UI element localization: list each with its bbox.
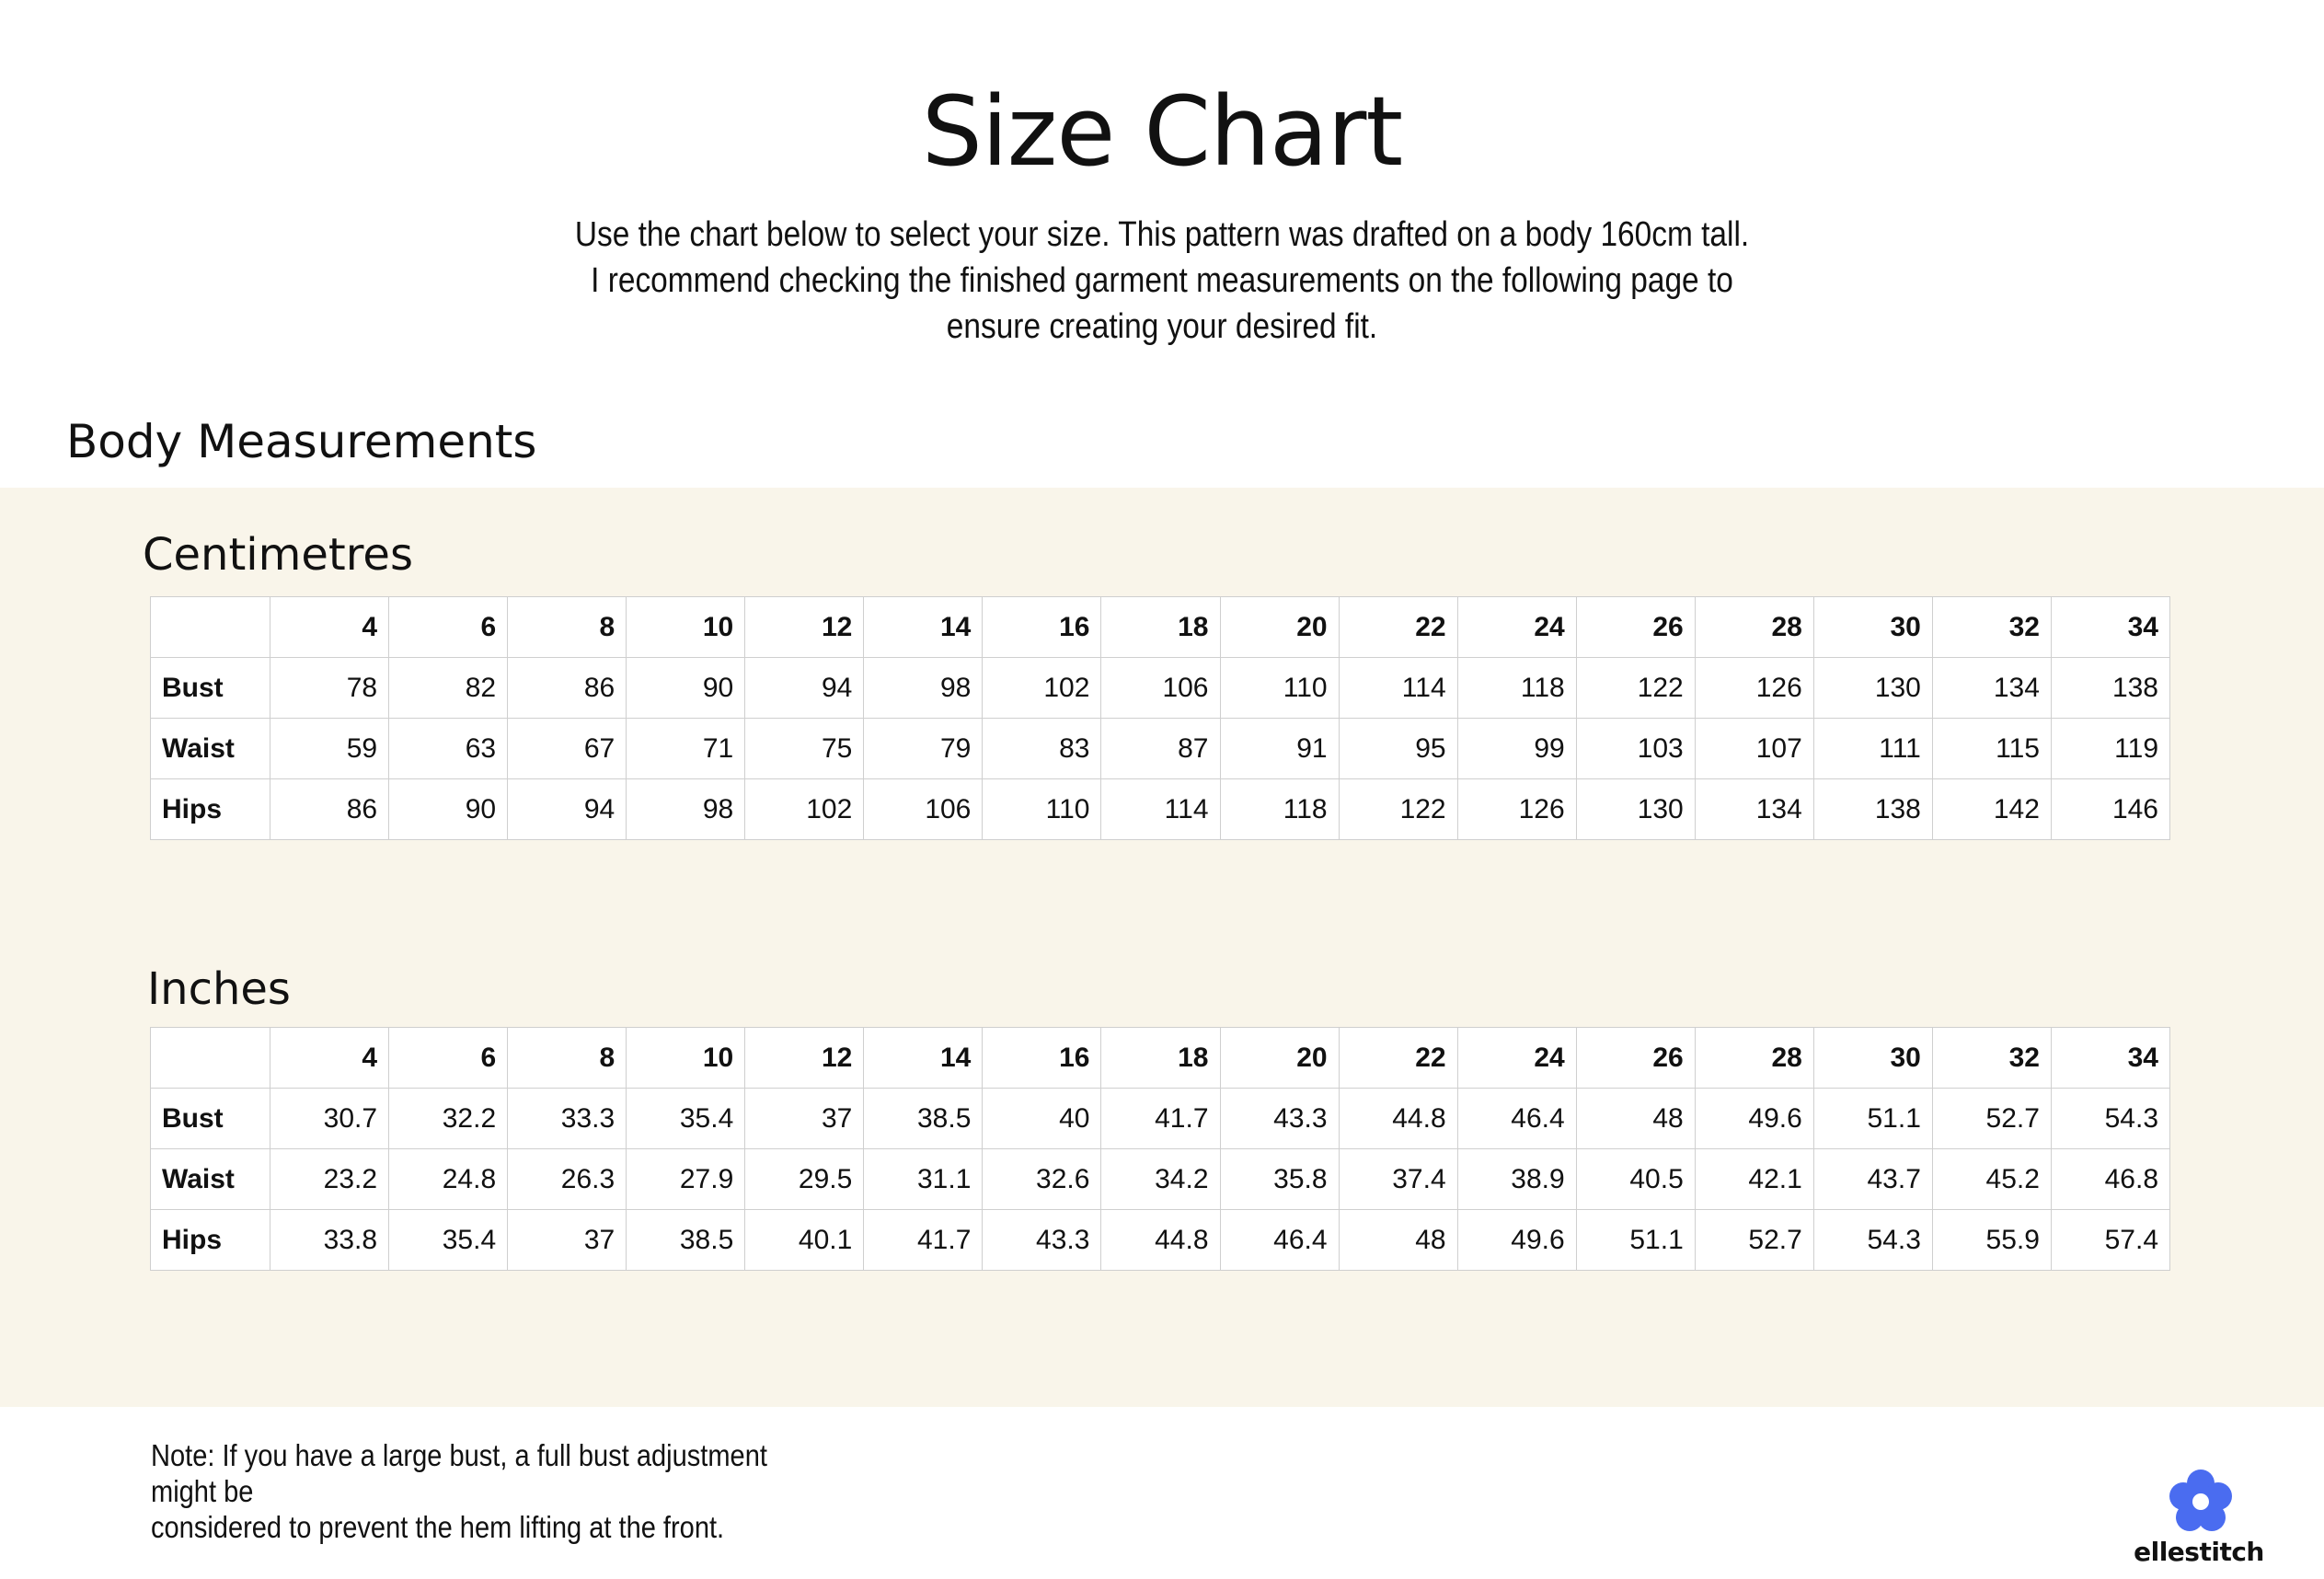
- measurement-cell: 95: [1339, 719, 1457, 779]
- measurement-cell: 33.3: [508, 1089, 627, 1149]
- measurement-cell: 57.4: [2051, 1210, 2169, 1271]
- size-header-row: [151, 1028, 2170, 1089]
- note-text: [151, 1437, 815, 1545]
- measurement-cell: 71: [627, 719, 745, 779]
- page-title: Size Chart: [921, 75, 1403, 188]
- row-label: Hips: [151, 779, 270, 840]
- measurement-cell: 122: [1339, 779, 1457, 840]
- measurement-cell: 51.1: [1813, 1089, 1932, 1149]
- measurement-cell: 27.9: [627, 1149, 745, 1210]
- measurement-cell: 114: [1101, 779, 1220, 840]
- measurement-cell: 86: [508, 658, 627, 719]
- measurement-cell: 111: [1813, 719, 1932, 779]
- measurement-cell: 134: [1932, 658, 2051, 719]
- measurement-cell: 126: [1695, 658, 1813, 719]
- measurement-cell: 98: [864, 658, 983, 719]
- size-header-cell: 30: [1813, 1028, 1932, 1089]
- size-header-cell: 18: [1101, 1028, 1220, 1089]
- size-header-cell: 14: [864, 597, 983, 658]
- measurement-cell: 35.4: [627, 1089, 745, 1149]
- measurement-cell: 87: [1101, 719, 1220, 779]
- size-header-cell: 8: [508, 597, 627, 658]
- measurement-cell: 94: [745, 658, 864, 719]
- size-header-cell: 20: [1220, 1028, 1339, 1089]
- body-measurements-heading: Body Measurements: [66, 415, 537, 468]
- measurement-cell: 26.3: [508, 1149, 627, 1210]
- size-header-cell: 26: [1576, 597, 1695, 658]
- measurement-cell: 107: [1695, 719, 1813, 779]
- table-row: [151, 1149, 2170, 1210]
- measurement-cell: 40.5: [1576, 1149, 1695, 1210]
- measurement-cell: 115: [1932, 719, 2051, 779]
- measurement-cell: 52.7: [1695, 1210, 1813, 1271]
- measurement-cell: 110: [1220, 658, 1339, 719]
- measurement-cell: 48: [1339, 1210, 1457, 1271]
- measurement-cell: 79: [864, 719, 983, 779]
- measurement-cell: 35.4: [389, 1210, 508, 1271]
- table-row: [151, 1210, 2170, 1271]
- measurement-cell: 91: [1220, 719, 1339, 779]
- intro-line: I recommend checking the finished garment measurements on the following page to: [591, 261, 1733, 300]
- note-line: Note: If you have a large bust, a full bust adjustment might be: [151, 1438, 767, 1508]
- measurement-cell: 31.1: [864, 1149, 983, 1210]
- measurement-cell: 118: [1220, 779, 1339, 840]
- size-header-cell: 18: [1101, 597, 1220, 658]
- measurement-cell: 98: [627, 779, 745, 840]
- corner-cell: [151, 597, 270, 658]
- inches-heading: Inches: [147, 963, 291, 1015]
- measurement-cell: 43.3: [1220, 1089, 1339, 1149]
- measurement-cell: 41.7: [1101, 1089, 1220, 1149]
- measurement-cell: 54.3: [2051, 1089, 2169, 1149]
- measurement-cell: 37: [745, 1089, 864, 1149]
- measurement-cell: 33.8: [270, 1210, 389, 1271]
- inches-table: [150, 1027, 2170, 1271]
- measurement-cell: 34.2: [1101, 1149, 1220, 1210]
- table-row: [151, 779, 2170, 840]
- measurement-cell: 37.4: [1339, 1149, 1457, 1210]
- table-row: [151, 658, 2170, 719]
- measurement-cell: 38.9: [1457, 1149, 1576, 1210]
- measurement-cell: 102: [983, 658, 1101, 719]
- size-header-cell: 4: [270, 597, 389, 658]
- measurement-cell: 118: [1457, 658, 1576, 719]
- measurement-cell: 126: [1457, 779, 1576, 840]
- measurement-cell: 130: [1576, 779, 1695, 840]
- measurement-cell: 103: [1576, 719, 1695, 779]
- brand-logo-text: ellestitch: [2134, 1537, 2264, 1567]
- note-line: considered to prevent the hem lifting at the front.: [151, 1510, 725, 1544]
- size-header-cell: 24: [1457, 1028, 1576, 1089]
- measurement-cell: 52.7: [1932, 1089, 2051, 1149]
- size-header-cell: 8: [508, 1028, 627, 1089]
- row-label: Bust: [151, 1089, 270, 1149]
- measurement-cell: 24.8: [389, 1149, 508, 1210]
- size-header-cell: 10: [627, 1028, 745, 1089]
- measurement-cell: 114: [1339, 658, 1457, 719]
- measurement-cell: 41.7: [864, 1210, 983, 1271]
- size-header-row: [151, 597, 2170, 658]
- size-header-cell: 30: [1813, 597, 1932, 658]
- intro-line: ensure creating your desired fit.: [946, 307, 1378, 346]
- measurement-cell: 29.5: [745, 1149, 864, 1210]
- size-header-cell: 34: [2051, 597, 2169, 658]
- measurement-cell: 37: [508, 1210, 627, 1271]
- measurement-cell: 32.2: [389, 1089, 508, 1149]
- size-header-cell: 12: [745, 597, 864, 658]
- corner-cell: [151, 1028, 270, 1089]
- centimetres-heading: Centimetres: [143, 529, 413, 581]
- measurement-cell: 46.4: [1220, 1210, 1339, 1271]
- measurement-cell: 46.4: [1457, 1089, 1576, 1149]
- measurement-cell: 40.1: [745, 1210, 864, 1271]
- table-row: [151, 719, 2170, 779]
- row-label: Hips: [151, 1210, 270, 1271]
- size-header-cell: 28: [1695, 597, 1813, 658]
- centimetres-table: [150, 596, 2170, 840]
- measurement-cell: 90: [389, 779, 508, 840]
- measurement-cell: 44.8: [1339, 1089, 1457, 1149]
- size-header-cell: 32: [1932, 597, 2051, 658]
- measurement-cell: 130: [1813, 658, 1932, 719]
- measurement-cell: 138: [1813, 779, 1932, 840]
- size-header-cell: 4: [270, 1028, 389, 1089]
- measurement-cell: 40: [983, 1089, 1101, 1149]
- measurement-cell: 32.6: [983, 1149, 1101, 1210]
- measurement-cell: 46.8: [2051, 1149, 2169, 1210]
- size-header-cell: 26: [1576, 1028, 1695, 1089]
- measurement-cell: 94: [508, 779, 627, 840]
- measurement-cell: 122: [1576, 658, 1695, 719]
- measurement-cell: 43.7: [1813, 1149, 1932, 1210]
- row-label: Waist: [151, 1149, 270, 1210]
- size-header-cell: 20: [1220, 597, 1339, 658]
- measurement-cell: 59: [270, 719, 389, 779]
- measurement-cell: 42.1: [1695, 1149, 1813, 1210]
- size-header-cell: 22: [1339, 1028, 1457, 1089]
- size-header-cell: 12: [745, 1028, 864, 1089]
- size-header-cell: 10: [627, 597, 745, 658]
- size-header-cell: 6: [389, 597, 508, 658]
- measurement-cell: 86: [270, 779, 389, 840]
- measurement-cell: 44.8: [1101, 1210, 1220, 1271]
- measurement-cell: 142: [1932, 779, 2051, 840]
- measurement-cell: 102: [745, 779, 864, 840]
- size-header-cell: 22: [1339, 597, 1457, 658]
- size-header-cell: 6: [389, 1028, 508, 1089]
- measurement-cell: 54.3: [1813, 1210, 1932, 1271]
- flower-icon: [2168, 1469, 2234, 1535]
- measurement-cell: 49.6: [1457, 1210, 1576, 1271]
- measurement-cell: 48: [1576, 1089, 1695, 1149]
- measurement-cell: 55.9: [1932, 1210, 2051, 1271]
- measurement-cell: 45.2: [1932, 1149, 2051, 1210]
- table-row: [151, 1089, 2170, 1149]
- size-header-cell: 34: [2051, 1028, 2169, 1089]
- size-header-cell: 28: [1695, 1028, 1813, 1089]
- measurement-cell: 119: [2051, 719, 2169, 779]
- row-label: Waist: [151, 719, 270, 779]
- measurement-cell: 43.3: [983, 1210, 1101, 1271]
- measurement-cell: 63: [389, 719, 508, 779]
- measurement-cell: 49.6: [1695, 1089, 1813, 1149]
- measurement-cell: 78: [270, 658, 389, 719]
- measurement-cell: 83: [983, 719, 1101, 779]
- size-header-cell: 24: [1457, 597, 1576, 658]
- measurement-cell: 30.7: [270, 1089, 389, 1149]
- measurement-cell: 35.8: [1220, 1149, 1339, 1210]
- size-header-cell: 14: [864, 1028, 983, 1089]
- measurement-cell: 38.5: [864, 1089, 983, 1149]
- measurement-cell: 23.2: [270, 1149, 389, 1210]
- size-header-cell: 16: [983, 597, 1101, 658]
- size-header-cell: 32: [1932, 1028, 2051, 1089]
- measurement-cell: 67: [508, 719, 627, 779]
- measurement-cell: 38.5: [627, 1210, 745, 1271]
- measurement-cell: 146: [2051, 779, 2169, 840]
- row-label: Bust: [151, 658, 270, 719]
- measurement-cell: 51.1: [1576, 1210, 1695, 1271]
- measurement-cell: 99: [1457, 719, 1576, 779]
- intro-line: Use the chart below to select your size. This pattern was drafted on a body 160cm tall.: [574, 215, 1750, 254]
- measurement-cell: 106: [864, 779, 983, 840]
- measurement-cell: 75: [745, 719, 864, 779]
- measurement-cell: 110: [983, 779, 1101, 840]
- measurement-cell: 90: [627, 658, 745, 719]
- measurement-cell: 134: [1695, 779, 1813, 840]
- size-header-cell: 16: [983, 1028, 1101, 1089]
- intro-text: [514, 212, 1810, 350]
- measurement-cell: 106: [1101, 658, 1220, 719]
- measurement-cell: 138: [2051, 658, 2169, 719]
- measurement-cell: 82: [389, 658, 508, 719]
